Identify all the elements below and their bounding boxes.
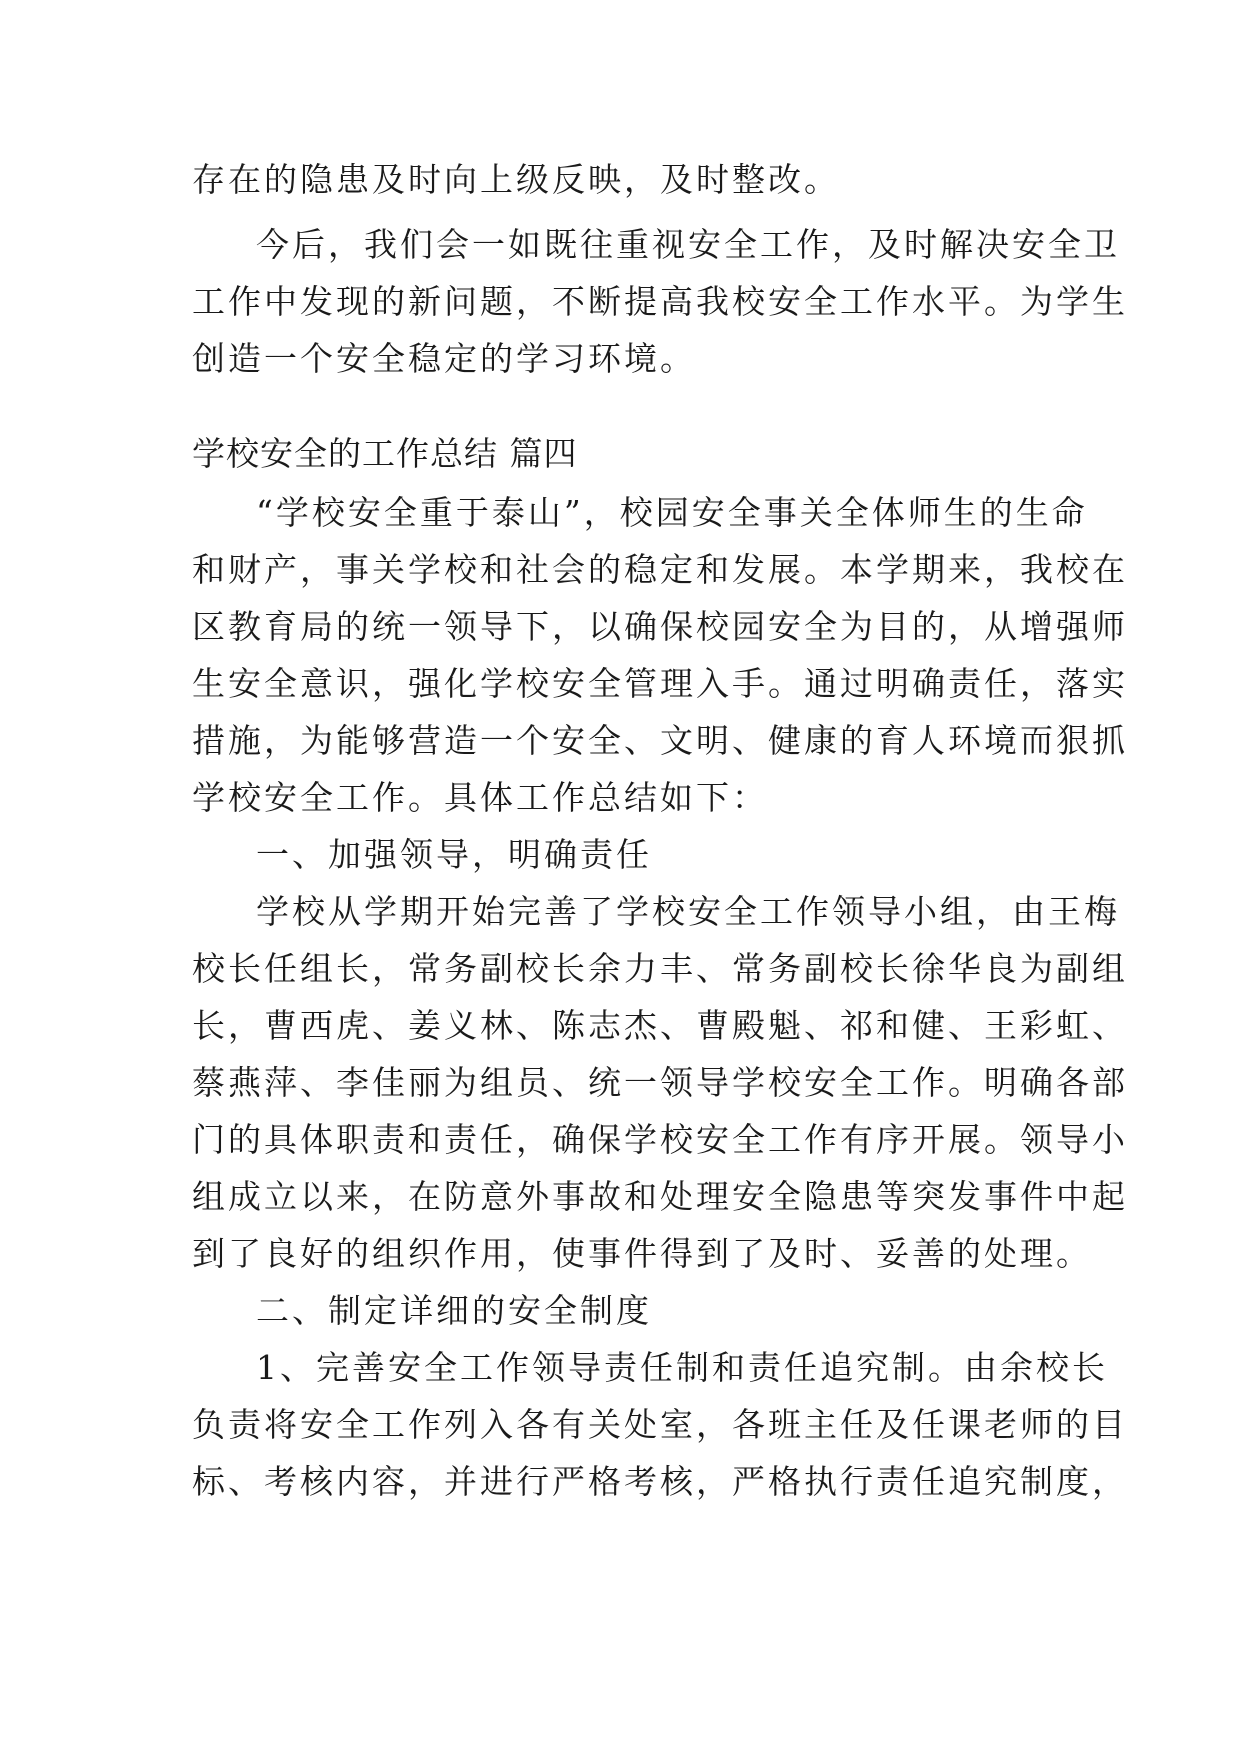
text-line: 学校安全工作。具体工作总结如下： xyxy=(192,778,768,817)
text-line: 创造一个安全稳定的学习环境。 xyxy=(192,339,696,378)
text-line: 组成立以来，在防意外事故和处理安全隐患等突发事件中起 xyxy=(192,1177,1128,1216)
text-line: 负责将安全工作列入各有关处室，各班主任及任课老师的目 xyxy=(192,1405,1128,1444)
section-heading: 学校安全的工作总结 篇四 xyxy=(192,434,578,473)
text-line: 措施，为能够营造一个安全、文明、健康的育人环境而狠抓 xyxy=(192,721,1128,760)
paragraph-first-line: “学校安全重于泰山”，校园安全事关全体师生的生命 xyxy=(256,493,1088,532)
text-line: 长，曹西虎、姜义林、陈志杰、曹殿魁、祁和健、王彩虹、 xyxy=(192,1006,1128,1045)
text-line: 存在的隐患及时向上级反映，及时整改。 xyxy=(192,160,840,199)
text-line: 标、考核内容，并进行严格考核，严格执行责任追究制度， xyxy=(192,1462,1128,1501)
subsection-heading: 一、加强领导，明确责任 xyxy=(256,835,652,874)
text-line: 门的具体职责和责任，确保学校安全工作有序开展。领导小 xyxy=(192,1120,1128,1159)
text-line: 区教育局的统一领导下，以确保校园安全为目的，从增强师 xyxy=(192,607,1128,646)
subsection-heading: 二、制定详细的安全制度 xyxy=(256,1291,652,1330)
paragraph-first-line: 今后，我们会一如既往重视安全工作，及时解决安全卫 xyxy=(256,225,1120,264)
text-line: 蔡燕萍、李佳丽为组员、统一领导学校安全工作。明确各部 xyxy=(192,1063,1128,1102)
paragraph-first-line: 1、完善安全工作领导责任制和责任追究制。由余校长 xyxy=(256,1348,1108,1387)
text-line: 工作中发现的新问题，不断提高我校安全工作水平。为学生 xyxy=(192,282,1128,321)
text-line: 和财产，事关学校和社会的稳定和发展。本学期来，我校在 xyxy=(192,550,1128,589)
text-line: 校长任组长，常务副校长余力丰、常务副校长徐华良为副组 xyxy=(192,949,1128,988)
text-line: 到了良好的组织作用，使事件得到了及时、妥善的处理。 xyxy=(192,1234,1092,1273)
text-line: 生安全意识，强化学校安全管理入手。通过明确责任，落实 xyxy=(192,664,1128,703)
paragraph-first-line: 学校从学期开始完善了学校安全工作领导小组，由王梅 xyxy=(256,892,1120,931)
